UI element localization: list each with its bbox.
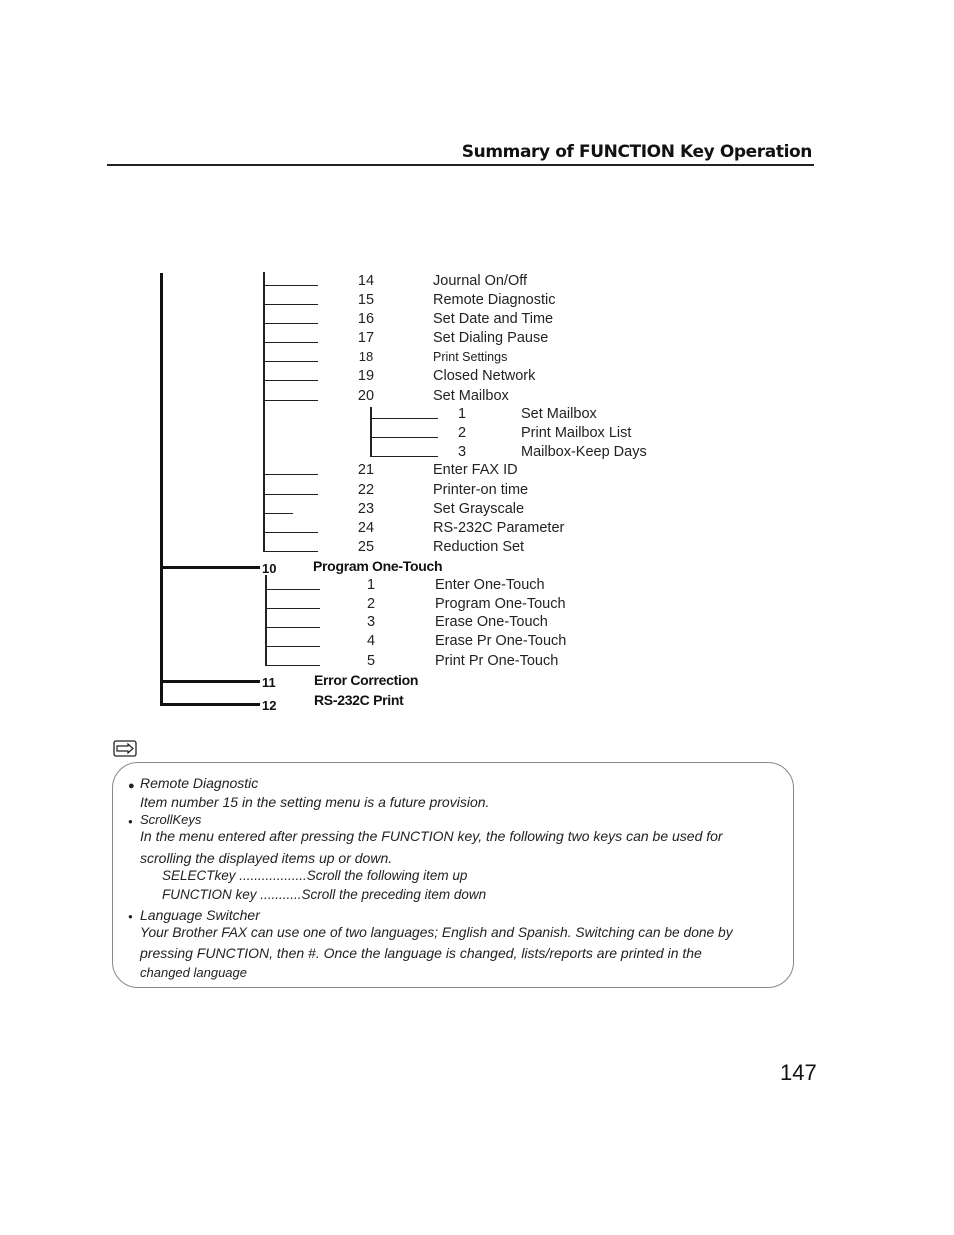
leader-line (263, 513, 293, 514)
leader-line (263, 361, 318, 362)
item-label: Print Settings (433, 350, 508, 364)
group-label: Program One-Touch (313, 558, 443, 574)
group-label: RS-232C Print (314, 692, 404, 708)
bullet: ● (128, 780, 135, 792)
item-label: RS-232C Parameter (433, 520, 565, 536)
item-label: Printer-on time (433, 482, 529, 498)
note-body: In the menu entered after pressing the FUNCTION key, the following two keys can be used for (140, 828, 723, 844)
subtree-trunk-mailbox (370, 407, 372, 457)
note-body: changed language (140, 965, 247, 980)
branch-11 (160, 680, 260, 683)
item-label: Set Grayscale (433, 501, 525, 517)
leader-line (370, 418, 438, 419)
leader-line (263, 304, 318, 305)
item-number: 2 (366, 596, 376, 612)
item-number: 20 (357, 388, 375, 404)
page-title: Summary of FUNCTION Key Operation (461, 142, 812, 162)
note-body: pressing FUNCTION, then #. Once the language is changed, lists/reports are printed in the (140, 945, 702, 961)
tree-main-trunk (160, 273, 163, 706)
item-label: Remote Diagnostic (433, 292, 556, 308)
page-number: 147 (780, 1060, 817, 1085)
item-label: Set Date and Time (433, 311, 554, 327)
item-number: 16 (357, 311, 375, 327)
branch-10 (160, 566, 260, 569)
item-number: 5 (366, 653, 376, 669)
item-label: Print Mailbox List (521, 425, 632, 441)
select-key-line: SELECTkey ..................Scroll the following item up (162, 868, 468, 883)
note-heading: Language Switcher (140, 907, 260, 923)
note-body: Your Brother FAX can use one of two languages; English and Spanish. Switching can be done by (140, 925, 733, 940)
leader-line (263, 285, 318, 286)
item-number: 2 (457, 425, 467, 441)
item-number: 4 (366, 633, 376, 649)
item-number: 18 (358, 349, 374, 364)
item-label: Journal On/Off (433, 273, 528, 289)
group-number: 11 (262, 675, 276, 690)
note-heading: ScrollKeys (140, 812, 202, 827)
leader-line (265, 646, 320, 647)
item-label: Erase One-Touch (435, 614, 548, 630)
item-label: Mailbox-Keep Days (521, 444, 647, 460)
item-label: Program One-Touch (435, 596, 566, 612)
item-label: Set Mailbox (521, 406, 597, 422)
leader-line (263, 342, 318, 343)
group-number: 10 (262, 561, 277, 576)
note-icon (113, 740, 137, 757)
item-number: 15 (357, 292, 375, 308)
item-label: Reduction Set (433, 539, 525, 555)
leader-line (263, 323, 318, 324)
item-label: Erase Pr One-Touch (435, 633, 567, 649)
item-label: Closed Network (433, 368, 536, 384)
item-label: Enter One-Touch (435, 577, 545, 593)
branch-12 (160, 703, 260, 706)
leader-line (263, 400, 318, 401)
leader-line (370, 456, 438, 457)
item-number: 1 (457, 406, 467, 422)
leader-line (263, 380, 318, 381)
note-body: scrolling the displayed items up or down. (140, 850, 393, 866)
leader-line (263, 474, 318, 475)
item-number: 22 (357, 482, 375, 498)
item-label: Enter FAX ID (433, 462, 518, 478)
item-number: 25 (357, 539, 375, 555)
item-number: 23 (357, 501, 375, 517)
leader-line (265, 665, 320, 666)
leader-line (263, 532, 318, 533)
item-number: 19 (357, 368, 375, 384)
item-number: 1 (366, 577, 376, 593)
group-number: 12 (262, 698, 277, 713)
item-number: 14 (357, 273, 375, 289)
subtree-trunk-a (263, 272, 265, 552)
item-label: Print Pr One-Touch (435, 653, 559, 669)
item-number: 24 (357, 520, 375, 536)
item-number: 21 (357, 462, 375, 478)
item-number: 17 (357, 330, 375, 346)
bullet: ● (128, 912, 133, 921)
leader-line (370, 437, 438, 438)
note-heading: Remote Diagnostic (140, 775, 259, 791)
leader-line (263, 551, 318, 552)
item-label: Set Mailbox (433, 388, 509, 404)
item-label: Set Dialing Pause (433, 330, 549, 346)
leader-line (265, 627, 320, 628)
function-key-line: FUNCTION key ...........Scroll the preceding item down (162, 887, 487, 902)
leader-line (263, 494, 318, 495)
group-label: Error Correction (314, 672, 419, 688)
header-rule (107, 164, 814, 166)
bullet: ● (128, 817, 133, 826)
leader-line (265, 589, 320, 590)
item-number: 3 (366, 614, 376, 630)
note-body: Item number 15 in the setting menu is a future provision. (140, 794, 490, 810)
leader-line (265, 608, 320, 609)
item-number: 3 (457, 444, 467, 460)
